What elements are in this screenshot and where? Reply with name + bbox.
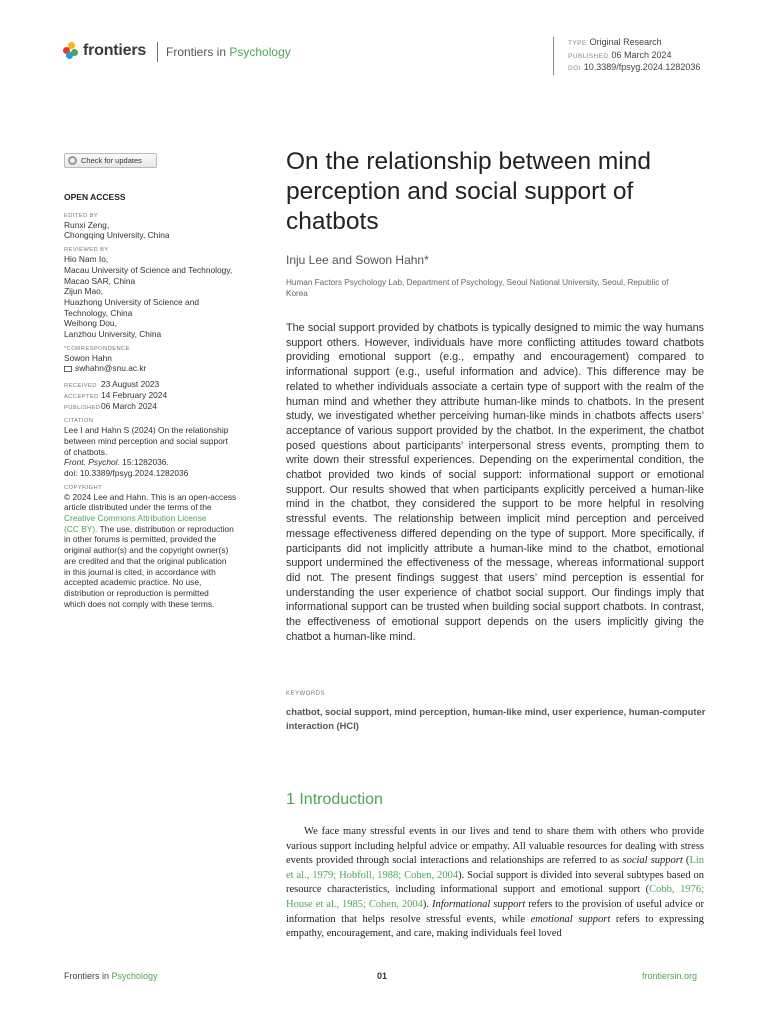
intro-text: social support [622,855,683,867]
section-heading: 1 Introduction [286,791,383,808]
intro-text: refers to expressing empathy, encouragement, and care, making individuals feel loved [286,913,704,940]
abstract: The social support provided by chatbots is typically designed to mimic the way humans support others. However, individuals have more conflicting attitudes toward chatbots providing emotional support (e.g., empathy and encouragement) compared to informational support (e.g., useful information and advice). This difference may be related to whether individuals associate a certain type of support with the realm of the human mind and whether they attribute human-like minds to chatbots. In the present study, we investigated whether perceiving human-like minds in chatbots affects users’ acceptance of various support provided by the chatbot. In the experiment, the chatbot posed questions about participants’ interpersonal stress events, prompting them to write down their stressful experiences. Depending on the experimental condition, the chatbot provided two kinds of social support: informational support or emotional support. Our results showed that when participants explicitly perceived a human-like mind in the chatbot, they considered the support to be more helpful in resolving stressful events. The relationship between implicit mind perception and perceived message effectiveness differed depending on the type of support. More specifically, if participants did not implicitly attribute a human-like mind to the chatbot, emotional support undermined the effectiveness of the message, whereas informational support did not. The present findings suggest that users’ mind perception is essential for understanding the user experience of chatbot social support. Our findings imply that informational support can be trusted when building social support chatbots. In contrast, the effectiveness of emotional support depends on the users implicitly giving the chatbot a human-like mind. [286,322,704,643]
page-number: 01 [377,971,388,981]
authors[interactable]: Inju Lee and Sowon Hahn* [286,253,429,267]
intro-text: ). Social support is divided into several subtypes based on resource characteristics, including informational support and emotional support ( [286,869,704,896]
refresh-icon [68,156,77,165]
intro-paragraph [286,825,704,942]
keywords-label: KEYWORDS [286,691,326,697]
meta-type: TYPE Original Research [568,37,662,47]
meta-doi[interactable]: DOI 10.3389/fpsyg.2024.1282036 [568,62,701,72]
meta-published: PUBLISHED 06 March 2024 [568,49,672,60]
article-info-sidebar [64,192,264,614]
frontiers-logo-icon [63,42,79,60]
edited-by: EDITED BY Runxi Zeng, Chongqing University, China [64,212,170,241]
cc-license-link[interactable]: Creative Commons Attribution License [64,513,207,524]
citation-link[interactable]: Cobb, 1976; House et al., 1985; Cohen, 2004 [286,884,704,910]
intro-text: ). [422,898,432,910]
affiliation: Human Factors Psychology Lab, Department of Psychology, Seoul National University, Seoul, Republic of Korea [286,278,669,298]
article-title: On the relationship between mind perception and social support of chatbots [286,148,651,235]
email-link[interactable]: swhahn@snu.ac.kr [64,363,264,374]
reviewed-by: REVIEWED BY Hio Nam Io, Macau University of Science and Technology, Macao SAR, China Zijun Mao, Huazhong University of Science and Technology, China Weihong Dou, Lanzhou University, China [64,247,233,340]
intro-text: refers to the provision of useful advice or information that helps resolve stressful events, while [286,898,704,925]
intro-text: We face many stressful events in our lives and tend to share them with others who provide various support including helpful advice or empathy. All valuable resources for dealing with stress events provided through social interactions and relationships are referred to as [286,826,704,867]
copyright: COPYRIGHT © 2024 Lee and Hahn. This is an open-access article distributed under the terms of the Creative Commons Attribution License (CC BY). The use, distribution or reproduction in other forums is permitted, provided the original author(s) and the copyright owner(s) are credited and that the original publication in this journal is cited, in accordance with accepted academic practice. No use, distribution or reproduction is permitted which does not comply with these terms. [64,484,264,610]
intro-text: emotional support [530,913,611,925]
frontiers-logo[interactable] [63,42,146,60]
citation: CITATION Lee I and Hahn S (2024) On the relationship between mind perception and social support of chatbots. Front. Psychol. 15:1282036. doi: 10.3389/fpsyg.2024.1282036 [64,418,229,478]
open-access-label: OPEN ACCESS [64,192,126,202]
intro-text: Informational support [431,898,526,910]
keywords: chatbot, social support, mind perception, human-like mind, user experience, human-computer interaction (HCI) [286,706,706,731]
correspondence: *CORRESPONDENCE Sowon Hahn swhahn@snu.ac.kr [64,345,264,374]
check-for-updates-button[interactable]: Check for updates [64,153,157,168]
dates: RECEIVED 23 August 2023 ACCEPTED 14 February 2024 PUBLISHED06 March 2024 [64,379,168,412]
footer-site-link[interactable]: frontiersin.org [642,971,698,981]
brand-name: frontiers [83,42,147,59]
article-meta [553,37,700,75]
cc-by-link[interactable]: (CC BY). [64,523,98,534]
journal-title[interactable]: Frontiers in Psychology [157,42,291,62]
mail-icon [64,366,72,372]
intro-text: ( [682,855,690,867]
citation-link[interactable]: Lin et al., 1979; Hobfoll, 1988; Cohen, 2004 [286,855,705,881]
footer-journal[interactable]: Frontiers in Psychology [64,971,158,981]
